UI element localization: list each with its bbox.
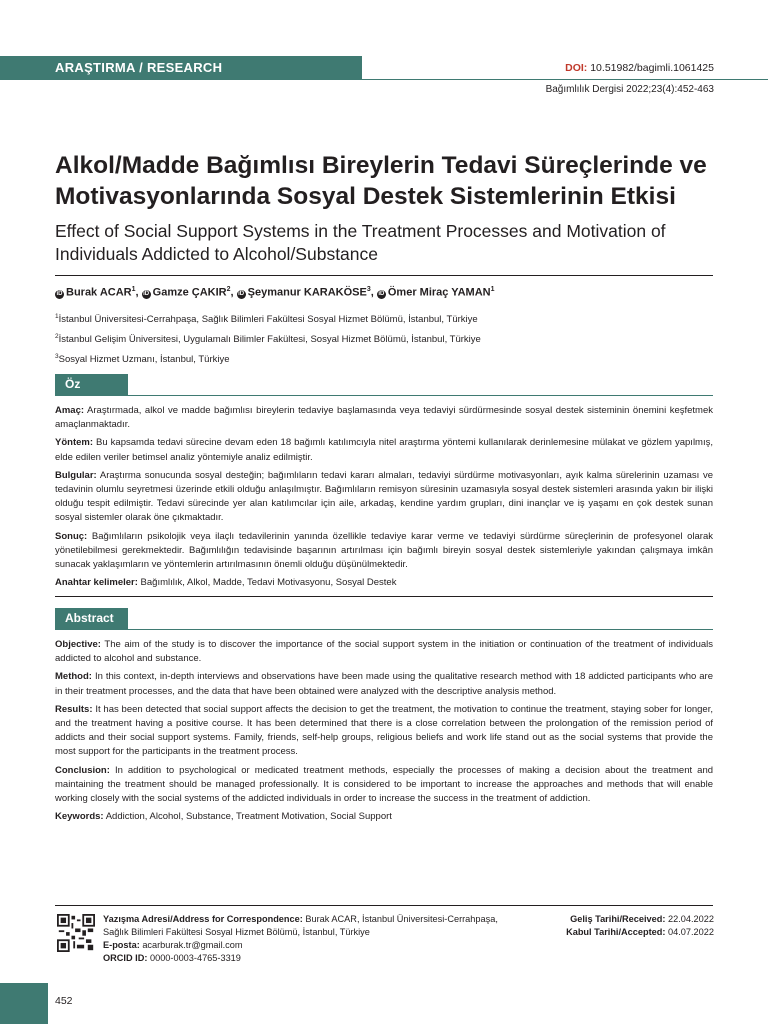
abstract-keywords	[55, 810, 713, 824]
section-tag: ARAŞTIRMA / RESEARCH	[55, 60, 223, 75]
orcid-label: ORCID ID:	[103, 953, 148, 963]
affiliation-text: İstanbul Üniversitesi-Cerrahpaşa, Sağlık Bilimleri Fakültesi Sosyal Hizmet Bölümü, İstanbul, Türkiye	[58, 314, 478, 326]
page-number: 452	[55, 995, 73, 1007]
abstract-paragraph	[55, 703, 713, 760]
oz-bottom-rule	[55, 596, 713, 597]
abstract-paragraph	[55, 764, 713, 807]
author-name: Burak ACAR	[66, 286, 132, 299]
abstract-paragraph-label: Conclusion:	[55, 764, 110, 776]
title-rule	[55, 275, 713, 276]
author-affil-ref: 1	[490, 286, 495, 293]
abstract-heading: Abstract	[55, 608, 128, 630]
accepted-label: Kabul Tarihi/Accepted:	[566, 927, 666, 937]
abstract-keywords-label: Keywords:	[55, 811, 104, 823]
title-turkish-line: Alkol/Madde Bağımlısı Bireylerin Tedavi Süreçlerinde ve	[55, 152, 707, 179]
abstract-paragraph-text: It has been detected that social support affects the decision to get the treatment, the motivation to continue the treatment, staying sober for longer, and the treatment having a positive course. It has been determined that there is a close correlation between the prolongation of the remission period of addicts and their social support systems. Family, friends, self-help groups, religious beliefs and work life stand out as the social systems that provide the most support for the participants in the treatment process.	[55, 703, 713, 758]
author-affil-ref: 3	[366, 286, 371, 293]
oz-paragraph-text: Bu kapsamda tedavi sürecine devam eden 18 bağımlı katılımcıyla nitel araştırma yöntemi kullanılarak derinlemesine mülakat ve gözlem yapılmış, elde edilen veriler betimsel analiz yöntemiyle analiz edilmiştir.	[55, 437, 713, 463]
correspondence-label: Yazışma Adresi/Address for Correspondence:	[103, 914, 303, 924]
affiliation-ref: 1	[55, 313, 59, 320]
abstract-paragraph	[55, 670, 713, 698]
abstract-paragraph-label: Results:	[55, 703, 93, 715]
received-date	[566, 913, 714, 926]
correspondence-line	[103, 952, 498, 965]
abstract-paragraph	[55, 638, 713, 666]
submission-dates	[566, 913, 714, 939]
abstract-paragraph-label: Objective:	[55, 639, 101, 650]
qr-code-icon[interactable]	[57, 914, 95, 952]
oz-heading-rule	[128, 395, 713, 396]
oz-paragraph	[55, 530, 713, 573]
affiliations	[55, 308, 481, 368]
affiliation	[55, 348, 481, 368]
oz-paragraph-label: Sonuç:	[55, 530, 88, 542]
orcid-icon[interactable]: iD	[238, 290, 245, 297]
title-turkish	[55, 150, 715, 212]
received-value: 22.04.2022	[668, 914, 714, 924]
doi-label: DOI:	[565, 62, 588, 74]
affiliation-text: İstanbul Gelişim Üniversitesi, Uygulamalı Bilimler Fakültesi, Sosyal Hizmet Bölümü, İstanbul, Türkiye	[58, 334, 481, 346]
doi-value[interactable]: 10.51982/bagimli.1061425	[590, 62, 714, 74]
oz-heading: Öz	[55, 374, 128, 396]
oz-keywords-label: Anahtar kelimeler:	[55, 577, 138, 589]
affiliation-ref: 3	[55, 353, 59, 361]
orcid-link[interactable]: 0000-0003-4765-3319	[149, 953, 241, 963]
received-label: Geliş Tarihi/Received:	[570, 914, 666, 924]
affiliation	[55, 328, 481, 348]
author-name: Gamze ÇAKIR	[152, 286, 227, 299]
abstract-paragraph-text: In this context, in-depth interviews and observations have been made using the qualitative research method with 18 addicted participants who are in their treatment processes, and the data that have been obtained were analyzed with the descriptive analysis method.	[55, 671, 713, 697]
email-label: E-posta:	[103, 940, 140, 950]
abstract-keywords-text: Addiction, Alcohol, Substance, Treatment Motivation, Social Support	[105, 811, 392, 823]
oz-paragraph-text: Araştırmada, alkol ve madde bağımlısı bireylerin tedaviye başlamasında veya tedaviyi sürdürmesinde sosyal destek sisteminin önemini keşfetmek amaçlanmaktadır.	[55, 405, 713, 431]
author-name: Ömer Miraç YAMAN	[387, 286, 491, 299]
oz-body	[55, 404, 713, 594]
orcid-icon[interactable]: iD	[143, 290, 150, 297]
title-english	[55, 220, 715, 266]
title-english-line: Effect of Social Support Systems in the Treatment Processes and Motivation of	[55, 221, 666, 241]
correspondence-rule	[55, 905, 713, 906]
affiliation-text: Sosyal Hizmet Uzmanı, İstanbul, Türkiye	[58, 354, 230, 366]
doi[interactable]	[565, 62, 714, 74]
oz-paragraph-label: Bulgular:	[55, 469, 97, 481]
journal-reference: Bağımlılık Dergisi 2022;23(4):452-463	[545, 84, 714, 95]
abstract-paragraph-label: Method:	[55, 671, 92, 683]
oz-paragraph-label: Yöntem:	[55, 437, 93, 449]
author-name: Şeymanur KARAKÖSE	[247, 286, 367, 299]
author-affil-ref: 2	[226, 286, 231, 293]
orcid-icon[interactable]: iD	[56, 290, 63, 297]
affiliation	[55, 308, 481, 328]
correspondence-address: Burak ACAR, İstanbul Üniversitesi-Cerrahpaşa,	[305, 914, 498, 924]
oz-keywords	[55, 576, 713, 590]
footer-band	[0, 983, 48, 1024]
correspondence-address: Sağlık Bilimleri Fakültesi Sosyal Hizmet Bölümü, İstanbul, Türkiye	[103, 927, 370, 937]
author-list: iD Burak ACAR$^1$, iD Gamze ÇAKIR$^2$, iD Şeymanur KARAKÖSE$^3$, iD Ömer Miraç YAMAN$^1$	[56, 286, 495, 299]
oz-paragraph-label: Amaç:	[55, 405, 85, 416]
oz-paragraph	[55, 469, 713, 526]
abstract-paragraph-text: The aim of the study is to discover the importance of the social support system in the initiation or continuation of the treatment of individuals addicted to alcohol and substance.	[55, 639, 713, 665]
correspondence	[103, 913, 498, 965]
correspondence-line	[103, 913, 498, 926]
oz-paragraph	[55, 404, 713, 432]
oz-keywords-text: Bağımlılık, Alkol, Madde, Tedavi Motivasyonu, Sosyal Destek	[140, 577, 397, 589]
title-turkish-line: Motivasyonlarında Sosyal Destek Sistemlerinin Etkisi	[55, 183, 676, 210]
oz-paragraph-text: Araştırma sonucunda sosyal desteğin; bağımlıların tedavi kararı almaları, tedaviyi sürdürme motivasyonları, ayık kalma sürelerinin uzaması ve tedavinin olumlu seyretmesi üzerinde etkili olduğu anlaşılmıştır. Bağımlıların remisyon süresinin uzamasıyla sosyal destek sistemleri arasında yakın bir ilişki olduğu tespit edilmiştir. Tedavi sürecinde yer alan katılımcılar için aile, arkadaş, kendine yardım grupları, dini inançlar ve iş yaşamı en çok destek sunan sosyal sistemler olarak öne çıkmaktadır.	[55, 469, 713, 524]
author-affil-ref: 1	[131, 286, 136, 293]
header-rule	[362, 79, 768, 80]
correspondence-line	[103, 939, 498, 952]
orcid-icon[interactable]: iD	[378, 290, 385, 297]
title-english-line: Individuals Addicted to Alcohol/Substance	[55, 244, 378, 264]
abstract-paragraph-text: In addition to psychological or medicated treatment methods, especially the processes of making a decision about the treatment and maintaining the treatment should be managed professionally. It is considered to be important to increase the approaches and methods that will enable working closely with the social systems of the addicted individuals in order to increase the success in the treatment of addiction.	[55, 764, 714, 805]
abstract-heading-rule	[128, 629, 713, 630]
accepted-value: 04.07.2022	[668, 927, 714, 937]
abstract-body	[55, 638, 713, 828]
affiliation-ref: 2	[55, 333, 59, 341]
email-link[interactable]: acarburak.tr@gmail.com	[142, 940, 243, 950]
oz-paragraph-text: Bağımlıların psikolojik veya ilaçlı tedavilerinin yanında özellikle tedaviye karar verme ve tedaviyi sürdürme süreçlerinin de profesyonel olarak yönetilebilmesi gerekmektedir. Bağımlılığın tedavisinde başarının artırılması için bağımlı bireyin sosyal destek sistemleriyle yakından çalışmaya imkân sunacak yaklaşımların ve yöntemlerin artırılmasının önemli olduğu düşünülmektedir.	[55, 530, 714, 571]
accepted-date	[566, 926, 714, 939]
oz-paragraph	[55, 436, 713, 464]
